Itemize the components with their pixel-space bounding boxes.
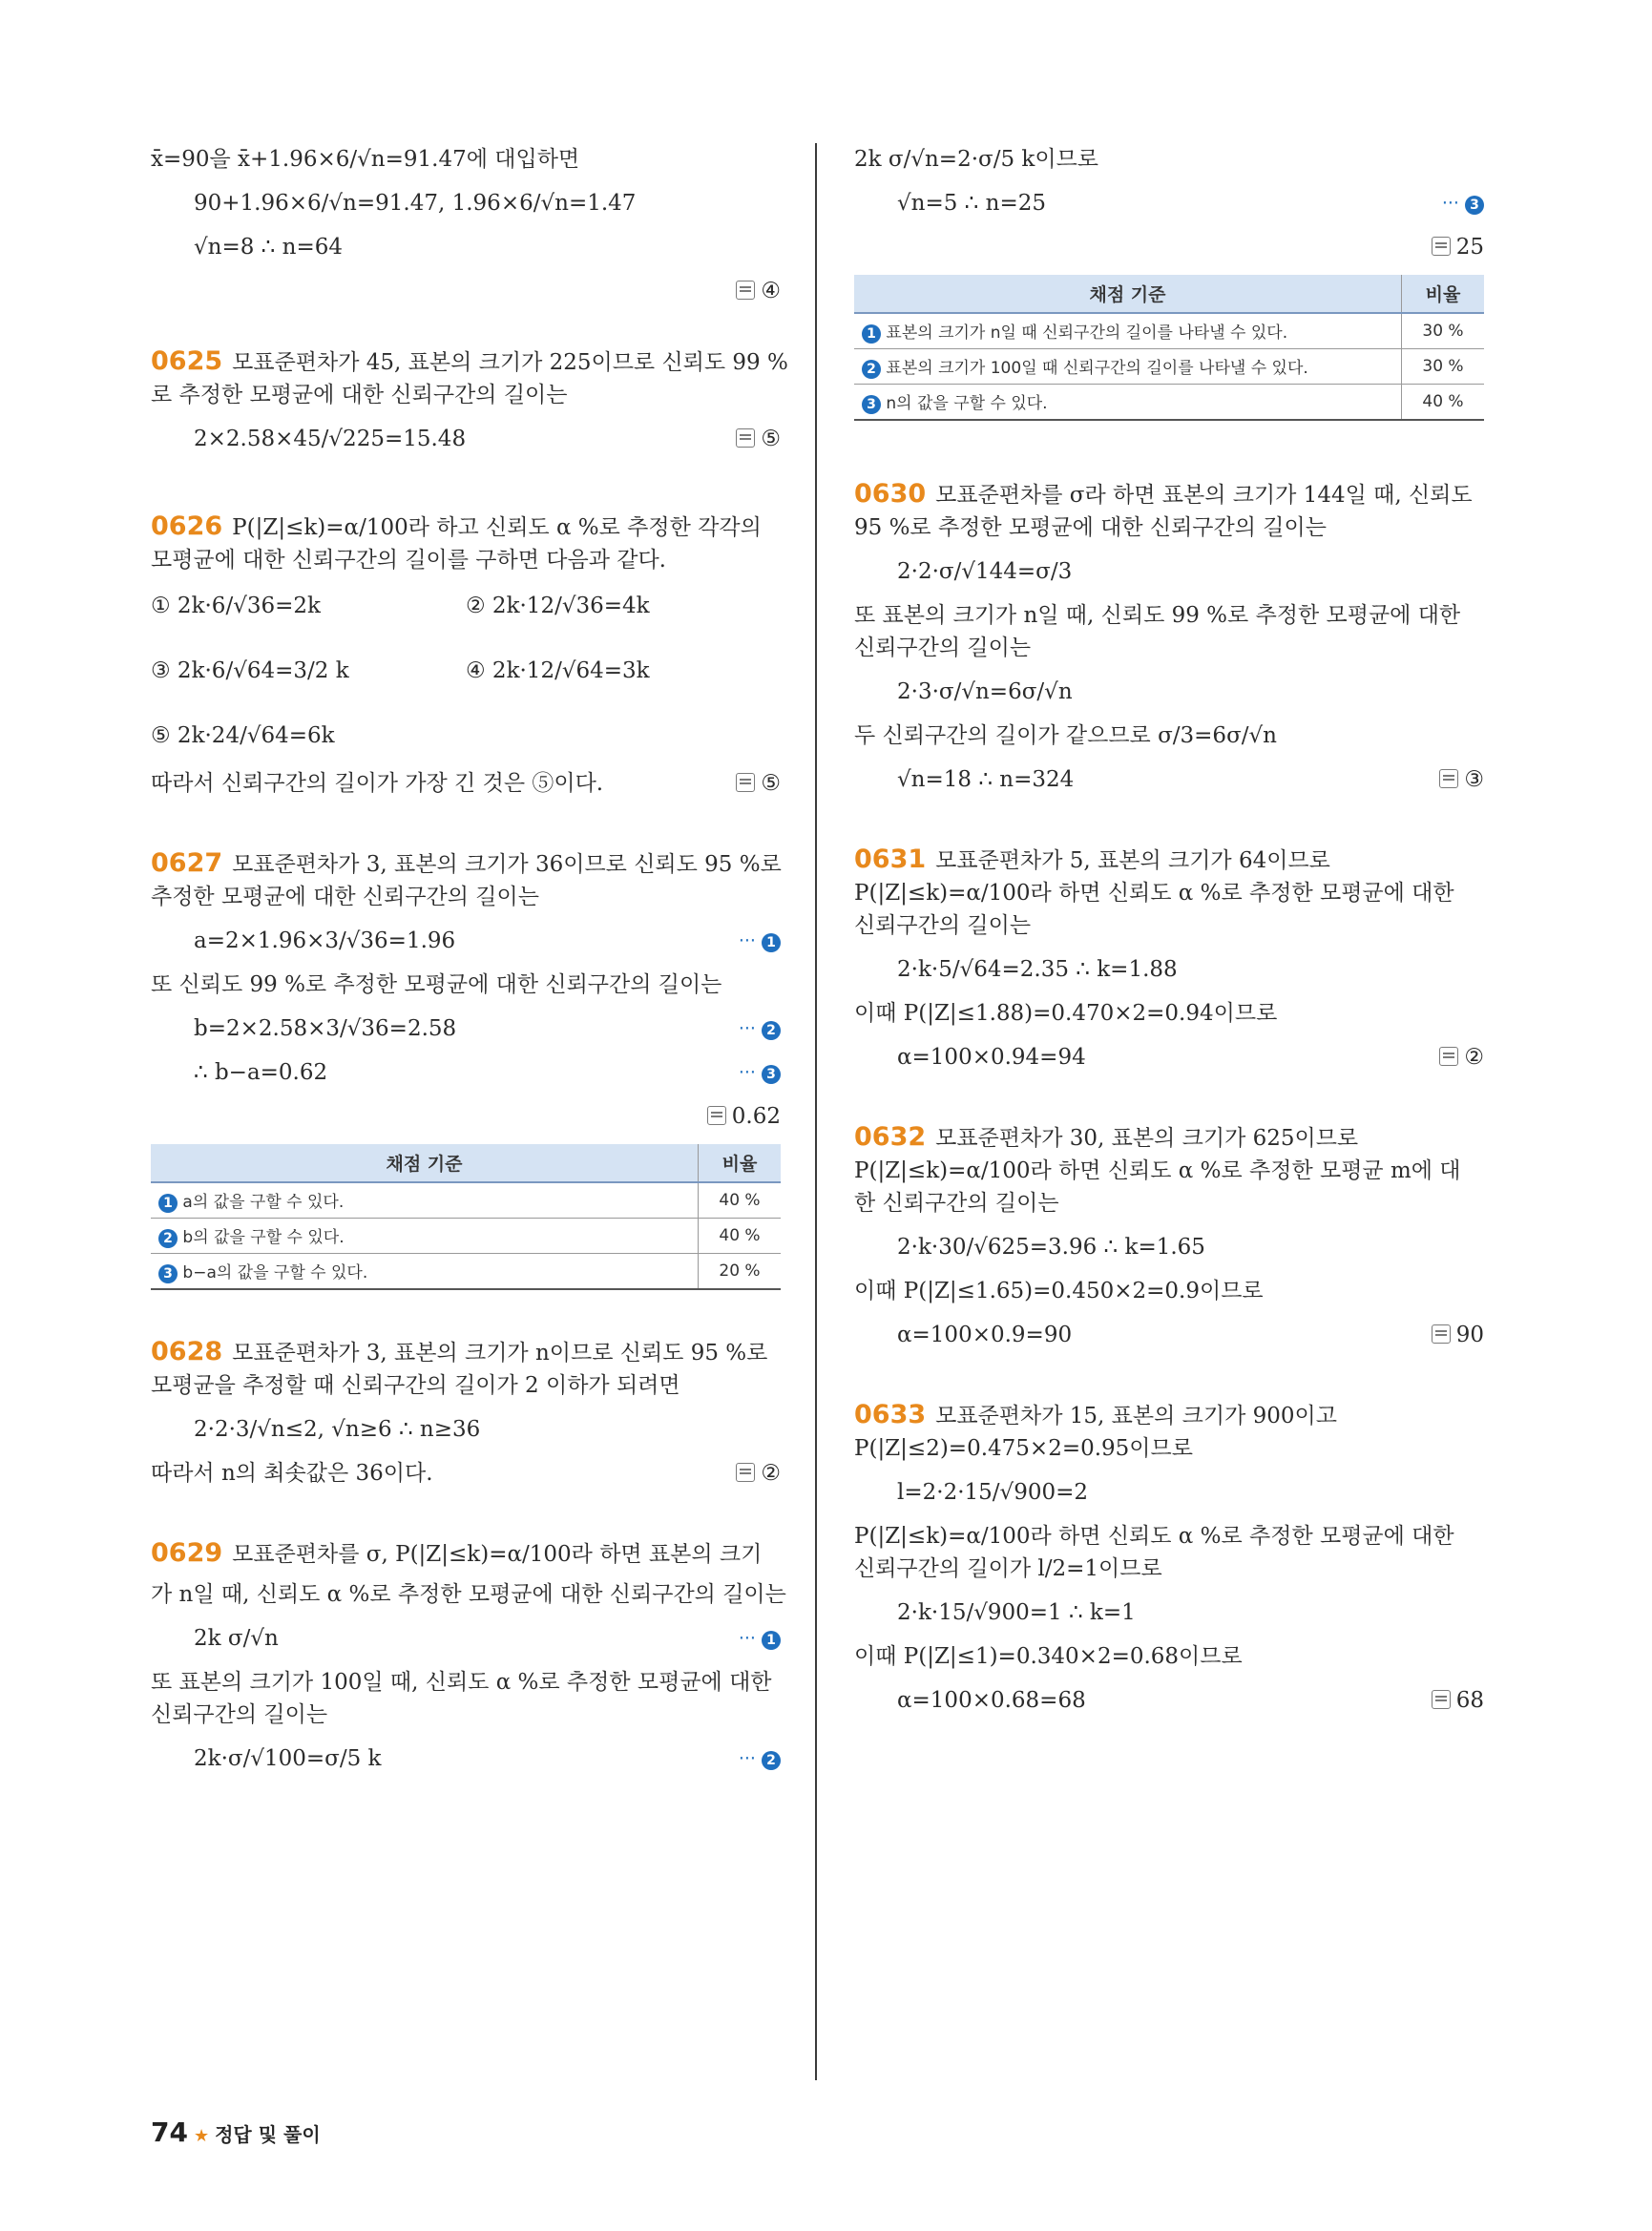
- grading-header: 채점 기준: [854, 275, 1402, 313]
- step-number-icon: 1: [862, 324, 881, 344]
- text-line: P(|Z|≤k)=α/100라 하면 신뢰도 α %로 추정한 모평균에 대한: [854, 881, 1454, 906]
- answer-icon: [1439, 1047, 1458, 1066]
- equation: 2k σ/√n: [194, 1626, 279, 1651]
- option-1: ① 2k·6/√36=2k: [151, 594, 321, 618]
- step-number-icon: 1: [158, 1194, 178, 1213]
- table-row: [151, 1254, 781, 1290]
- option-2: ② 2k·12/√36=4k: [466, 594, 650, 618]
- right-column: [854, 143, 1484, 1728]
- text-line: 두 신뢰구간의 길이가 같으므로 σ/3=6σ/√n: [854, 723, 1277, 748]
- text-line: 신뢰구간의 길이가 l/2=1이므로: [854, 1556, 1162, 1581]
- step-number-icon: 2: [158, 1229, 178, 1248]
- equation: 2·k·30/√625=3.96 ∴ k=1.65: [897, 1235, 1205, 1260]
- step-number-icon: 3: [158, 1264, 178, 1283]
- text-line: 신뢰구간의 길이는: [854, 913, 1032, 938]
- problem-number: 0633: [854, 1400, 927, 1429]
- solution-0632: [854, 1121, 1484, 1351]
- answer-icon: [736, 1463, 755, 1482]
- ratio: 40 %: [1402, 385, 1485, 421]
- solution-0627: [151, 847, 781, 1290]
- answer-mark: [1432, 1684, 1484, 1717]
- text-line: 또 신뢰도 99 %로 추정한 모평균에 대한 신뢰구간의 길이는: [151, 972, 722, 997]
- step-marker: ··· 1: [739, 1622, 781, 1655]
- left-column: [151, 143, 788, 1786]
- answer-icon: [1432, 237, 1451, 256]
- text-line: 모표준편차가 15, 표본의 크기가 900이고: [935, 1404, 1337, 1428]
- conclusion: 따라서 n의 최솟값은 36이다.: [151, 1461, 433, 1486]
- answer-value: ③: [1464, 767, 1484, 792]
- text-line: 모표준편차가 3, 표본의 크기가 36이므로 신뢰도 95 %로: [232, 852, 782, 877]
- solution-0629: [151, 1537, 786, 1775]
- criterion: a의 값을 구할 수 있다.: [182, 1193, 345, 1212]
- text-line: 모표준편차가 3, 표본의 크기가 n이므로 신뢰도 95 %로: [232, 1341, 768, 1366]
- answer-mark: [736, 767, 781, 800]
- solution-0630: [854, 478, 1484, 796]
- text-line: 한 신뢰구간의 길이는: [854, 1191, 1059, 1216]
- answer-icon: [736, 281, 755, 300]
- solution-0625: [151, 345, 788, 455]
- text-line: P(|Z|≤k)=α/100라 하면 신뢰도 α %로 추정한 모평균 m에 대: [854, 1158, 1461, 1183]
- step-number-icon: 2: [762, 1021, 781, 1040]
- equation: 2k σ/√n=2·σ/5 k이므로: [854, 147, 1098, 172]
- criterion: b−a의 값을 구할 수 있다.: [182, 1263, 368, 1282]
- text-line: 모표준편차를 σ, P(|Z|≤k)=α/100라 하면 표본의 크기: [232, 1542, 763, 1567]
- problem-number: 0630: [854, 479, 927, 509]
- equation: a=2×1.96×3/√36=1.96: [194, 928, 456, 953]
- text-line: 또 표본의 크기가 n일 때, 신뢰도 99 %로 추정한 모평균에 대한: [854, 603, 1461, 628]
- equation: √n=5 ∴ n=25: [897, 191, 1046, 216]
- section-label: 정답 및 풀이: [215, 2123, 321, 2146]
- answer-value: ④: [761, 279, 781, 303]
- answer-icon: [707, 1106, 726, 1125]
- ratio: 40 %: [699, 1182, 782, 1219]
- equation: 2·k·5/√64=2.35 ∴ k=1.88: [897, 957, 1178, 982]
- step-number-icon: 1: [762, 1631, 781, 1650]
- answer-mark: [1432, 1319, 1484, 1351]
- text-line: 모표준편차가 30, 표본의 크기가 625이므로: [935, 1126, 1359, 1151]
- equation: α=100×0.9=90: [897, 1323, 1073, 1347]
- text-line: 95 %로 추정한 모평균에 대한 신뢰구간의 길이는: [854, 515, 1327, 540]
- solution-0628: [151, 1336, 781, 1490]
- text-line: 추정한 모평균에 대한 신뢰구간의 길이는: [151, 885, 539, 909]
- equation: b=2×2.58×3/√36=2.58: [194, 1016, 457, 1041]
- answer-icon: [1432, 1690, 1451, 1709]
- text-line: 신뢰구간의 길이는: [854, 636, 1032, 660]
- text-line: 또 표본의 크기가 100일 때, 신뢰도 α %로 추정한 모평균에 대한: [151, 1670, 772, 1695]
- answer-value: 0.62: [731, 1104, 781, 1129]
- step-number-icon: 2: [762, 1751, 781, 1770]
- text-line: 이때 P(|Z|≤1.88)=0.470×2=0.94이므로: [854, 1001, 1278, 1026]
- text-line: 모평균에 대한 신뢰구간의 길이를 구하면 다음과 같다.: [151, 548, 666, 573]
- criterion: 표본의 크기가 n일 때 신뢰구간의 길이를 나타낼 수 있다.: [886, 323, 1288, 343]
- step-number-icon: 3: [1465, 196, 1484, 215]
- option-3: ③ 2k·6/√64=3/2 k: [151, 658, 349, 683]
- problem-number: 0629: [151, 1538, 223, 1568]
- option-4: ④ 2k·12/√64=3k: [466, 658, 650, 683]
- answer-value: ⑤: [761, 771, 781, 796]
- text-line: 모표준편차가 5, 표본의 크기가 64이므로: [935, 848, 1330, 873]
- text-line: 모표준편차를 σ라 하면 표본의 크기가 144일 때, 신뢰도: [935, 483, 1473, 508]
- criterion: 표본의 크기가 100일 때 신뢰구간의 길이를 나타낼 수 있다.: [886, 359, 1308, 378]
- page-footer: [151, 2116, 321, 2148]
- equation: √n=8 ∴ n=64: [194, 235, 343, 260]
- text-line: 로 추정한 모평균에 대한 신뢰구간의 길이는: [151, 383, 568, 407]
- solution-0633: [854, 1399, 1484, 1717]
- text-line: 모표준편차가 45, 표본의 크기가 225이므로 신뢰도 99 %: [232, 350, 788, 375]
- answer-icon: [736, 773, 755, 792]
- text-line: 신뢰구간의 길이는: [151, 1702, 328, 1727]
- equation: l=2·2·15/√900=2: [897, 1480, 1088, 1505]
- text-line: 이때 P(|Z|≤1.65)=0.450×2=0.9이므로: [854, 1279, 1264, 1303]
- ratio: 40 %: [699, 1219, 782, 1254]
- equation: α=100×0.94=94: [897, 1045, 1086, 1070]
- answer-mark: [1439, 1041, 1484, 1074]
- answer-value: ②: [761, 1461, 781, 1486]
- step-marker: ··· 1: [739, 925, 781, 957]
- answer-mark: [707, 1100, 781, 1133]
- grading-header: 채점 기준: [151, 1144, 699, 1182]
- equation: 2k·σ/√100=σ/5 k: [194, 1746, 382, 1771]
- step-number-icon: 1: [762, 933, 781, 952]
- problem-number: 0628: [151, 1337, 223, 1366]
- equation: 90+1.96×6/√n=91.47, 1.96×6/√n=1.47: [194, 191, 637, 216]
- answer-value: ②: [1464, 1045, 1484, 1070]
- answer-icon: [736, 428, 755, 448]
- ratio: 30 %: [1402, 349, 1485, 385]
- table-row: [151, 1182, 781, 1219]
- equation: α=100×0.68=68: [897, 1688, 1086, 1713]
- step-number-icon: 3: [762, 1065, 781, 1084]
- text-line: P(|Z|≤2)=0.475×2=0.95이므로: [854, 1436, 1193, 1461]
- step-number-icon: 3: [862, 395, 881, 414]
- problem-number: 0625: [151, 346, 223, 376]
- table-row: [854, 313, 1484, 349]
- solution-0631: [854, 844, 1484, 1074]
- equation: 2·3·σ/√n=6σ/√n: [897, 679, 1073, 704]
- step-marker: ··· 3: [739, 1056, 781, 1089]
- answer-value: 90: [1455, 1323, 1484, 1347]
- problem-number: 0626: [151, 511, 223, 541]
- answer-value: 68: [1455, 1688, 1484, 1713]
- grading-table: [854, 275, 1484, 421]
- text-line: 가 n일 때, 신뢰도 α %로 추정한 모평균에 대한 신뢰구간의 길이는: [151, 1582, 786, 1607]
- step-marker: ··· 2: [739, 1742, 781, 1775]
- column-divider: [815, 143, 817, 2080]
- text-line: P(|Z|≤k)=α/100라 하면 신뢰도 α %로 추정한 모평균에 대한: [854, 1524, 1454, 1549]
- equation: 2·k·15/√900=1 ∴ k=1: [897, 1600, 1136, 1625]
- page-number: 74: [151, 2116, 188, 2148]
- text-line: P(|Z|≤k)=α/100라 하고 신뢰도 α %로 추정한 각각의: [232, 515, 762, 540]
- ratio: 20 %: [699, 1254, 782, 1290]
- equation: 2×2.58×45/√225=15.48: [194, 427, 467, 451]
- text-line: 모평균을 추정할 때 신뢰구간의 길이가 2 이하가 되려면: [151, 1373, 680, 1398]
- step-marker: ··· 2: [739, 1012, 781, 1045]
- problem-number: 0627: [151, 848, 223, 878]
- answer-mark: [736, 1457, 781, 1490]
- conclusion: 따라서 신뢰구간의 길이가 가장 긴 것은 ⑤이다.: [151, 771, 604, 796]
- answer-mark: [1439, 763, 1484, 796]
- problem-number: 0632: [854, 1122, 927, 1152]
- text-line: x̄=90을 x̄+1.96×6/√n=91.47에 대입하면: [151, 147, 580, 172]
- answer-mark: [1432, 231, 1484, 263]
- grading-table: [151, 1144, 781, 1290]
- step-number-icon: 2: [862, 360, 881, 379]
- equation: √n=18 ∴ n=324: [897, 767, 1075, 792]
- star-icon: ★: [193, 2126, 210, 2146]
- option-5: ⑤ 2k·24/√64=6k: [151, 723, 335, 748]
- step-marker: ··· 3: [1442, 187, 1484, 219]
- ratio-header: 비율: [1402, 275, 1485, 313]
- ratio: 30 %: [1402, 313, 1485, 349]
- answer-value: 25: [1455, 235, 1484, 260]
- criterion: b의 값을 구할 수 있다.: [182, 1228, 345, 1247]
- answer-icon: [1439, 769, 1458, 788]
- answer-value: ⑤: [761, 427, 781, 451]
- answer-mark: [736, 423, 781, 455]
- solution-0629-cont: [854, 143, 1484, 421]
- solution-0624-cont: [151, 143, 781, 307]
- table-row: [151, 1219, 781, 1254]
- ratio-header: 비율: [699, 1144, 782, 1182]
- equation: ∴ b−a=0.62: [194, 1060, 328, 1085]
- criterion: n의 값을 구할 수 있다.: [886, 394, 1048, 413]
- problem-number: 0631: [854, 844, 927, 874]
- table-row: [854, 349, 1484, 385]
- equation: 2·2·σ/√144=σ/3: [897, 559, 1073, 584]
- solution-0626: [151, 511, 781, 800]
- answer-icon: [1432, 1324, 1451, 1344]
- text-line: 이때 P(|Z|≤1)=0.340×2=0.68이므로: [854, 1644, 1243, 1669]
- equation: 2·2·3/√n≤2, √n≥6 ∴ n≥36: [194, 1417, 481, 1442]
- answer-mark: [736, 275, 781, 307]
- table-row: [854, 385, 1484, 421]
